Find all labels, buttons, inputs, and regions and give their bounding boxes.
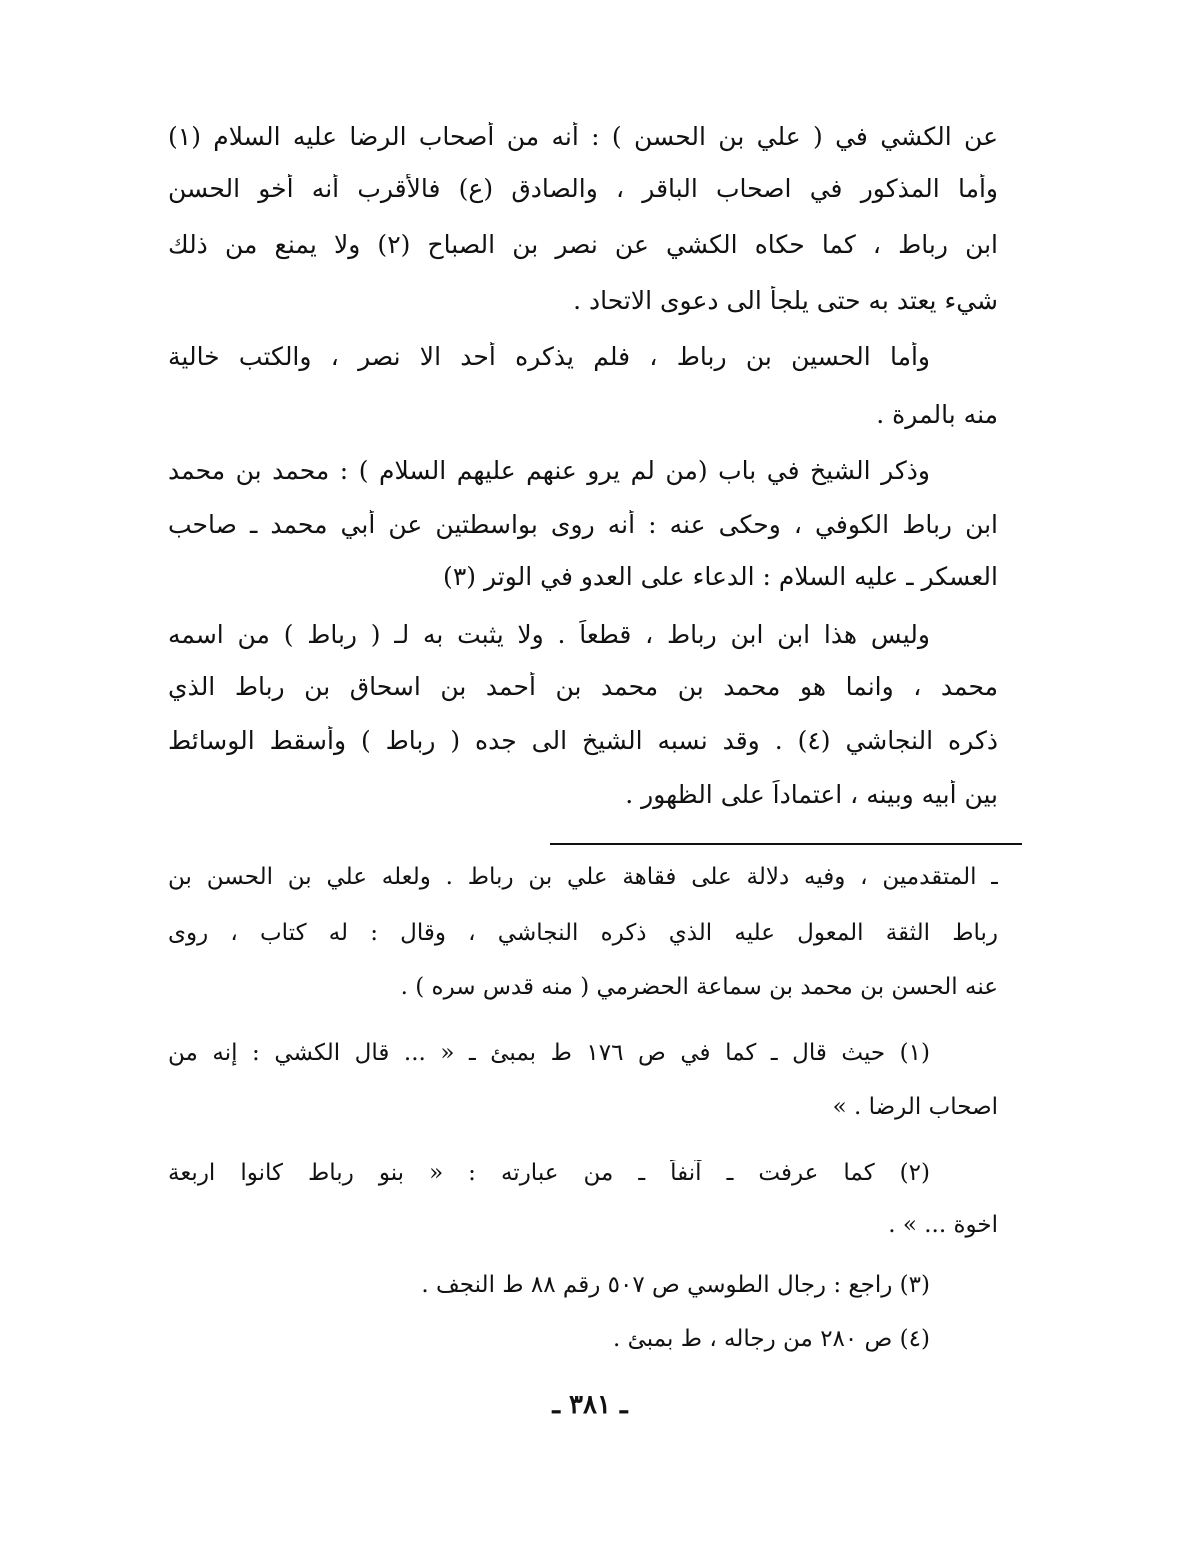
- footnote-line-4: (١) حيث قال ـ كما في ص ١٧٦ ط بمبئ ـ « ... قال الكشي : إنه من: [168, 1040, 930, 1066]
- body-line-12: ذكره النجاشي (٤) . وقد نسبه الشيخ الى جده ( رباط ) وأسقط الوسائط: [168, 726, 998, 755]
- body-line-3: ابن رباط ، كما حكاه الكشي عن نصر بن الصباح (٢) ولا يمنع من ذلك: [168, 230, 998, 259]
- footnote-line-7: اخوة ... » .: [888, 1212, 998, 1238]
- body-line-5: وأما الحسين بن رباط ، فلم يذكره أحد الا نصر ، والكتب خالية: [168, 342, 930, 371]
- footnote-line-5: اصحاب الرضا . »: [832, 1094, 998, 1120]
- footnote-line-8: (٣) راجع : رجال الطوسي ص ٥٠٧ رقم ٨٨ ط النجف .: [421, 1272, 930, 1298]
- body-line-8: ابن رباط الكوفي ، وحكى عنه : أنه روى بواسطتين عن أبي محمد ـ صاحب: [168, 510, 998, 539]
- footnote-separator: [550, 843, 1022, 845]
- footnote-line-9: (٤) ص ٢٨٠ من رجاله ، ط بمبئ .: [613, 1326, 930, 1352]
- body-line-9: العسكر ـ عليه السلام : الدعاء على العدو في الوتر (٣): [443, 562, 998, 591]
- page-number: ـ ٣٨١ ـ: [552, 1390, 628, 1420]
- body-line-11: محمد ، وانما هو محمد بن محمد بن أحمد بن اسحاق بن رباط الذي: [168, 672, 998, 701]
- body-line-10: وليس هذا ابن ابن رباط ، قطعاً . ولا يثبت به لـ ( رباط ) من اسمه: [168, 620, 930, 649]
- body-line-13: بين أبيه وبينه ، اعتماداً على الظهور .: [625, 780, 998, 809]
- footnote-line-1: ـ المتقدمين ، وفيه دلالة على فقاهة علي بن رباط . ولعله علي بن الحسن بن: [168, 864, 998, 890]
- body-line-1: عن الكشي في ( علي بن الحسن ) : أنه من أصحاب الرضا عليه السلام (١): [168, 122, 998, 151]
- body-line-2: وأما المذكور في اصحاب الباقر ، والصادق (ع) فالأقرب أنه أخو الحسن: [168, 174, 998, 203]
- footnote-line-3: عنه الحسن بن محمد بن سماعة الحضرمي ( منه قدس سره ) .: [400, 974, 998, 1000]
- body-line-4: شيء يعتد به حتى يلجأ الى دعوى الاتحاد .: [573, 286, 998, 315]
- footnote-line-6: (٢) كما عرفت ـ آنفاً ـ من عبارته : « بنو رباط كانوا اربعة: [168, 1160, 930, 1186]
- body-line-6: منه بالمرة .: [876, 400, 998, 429]
- footnote-line-2: رباط الثقة المعول عليه الذي ذكره النجاشي ، وقال : له كتاب ، روى: [168, 920, 998, 946]
- body-line-7: وذكر الشيخ في باب (من لم يرو عنهم عليهم السلام ) : محمد بن محمد: [168, 456, 930, 485]
